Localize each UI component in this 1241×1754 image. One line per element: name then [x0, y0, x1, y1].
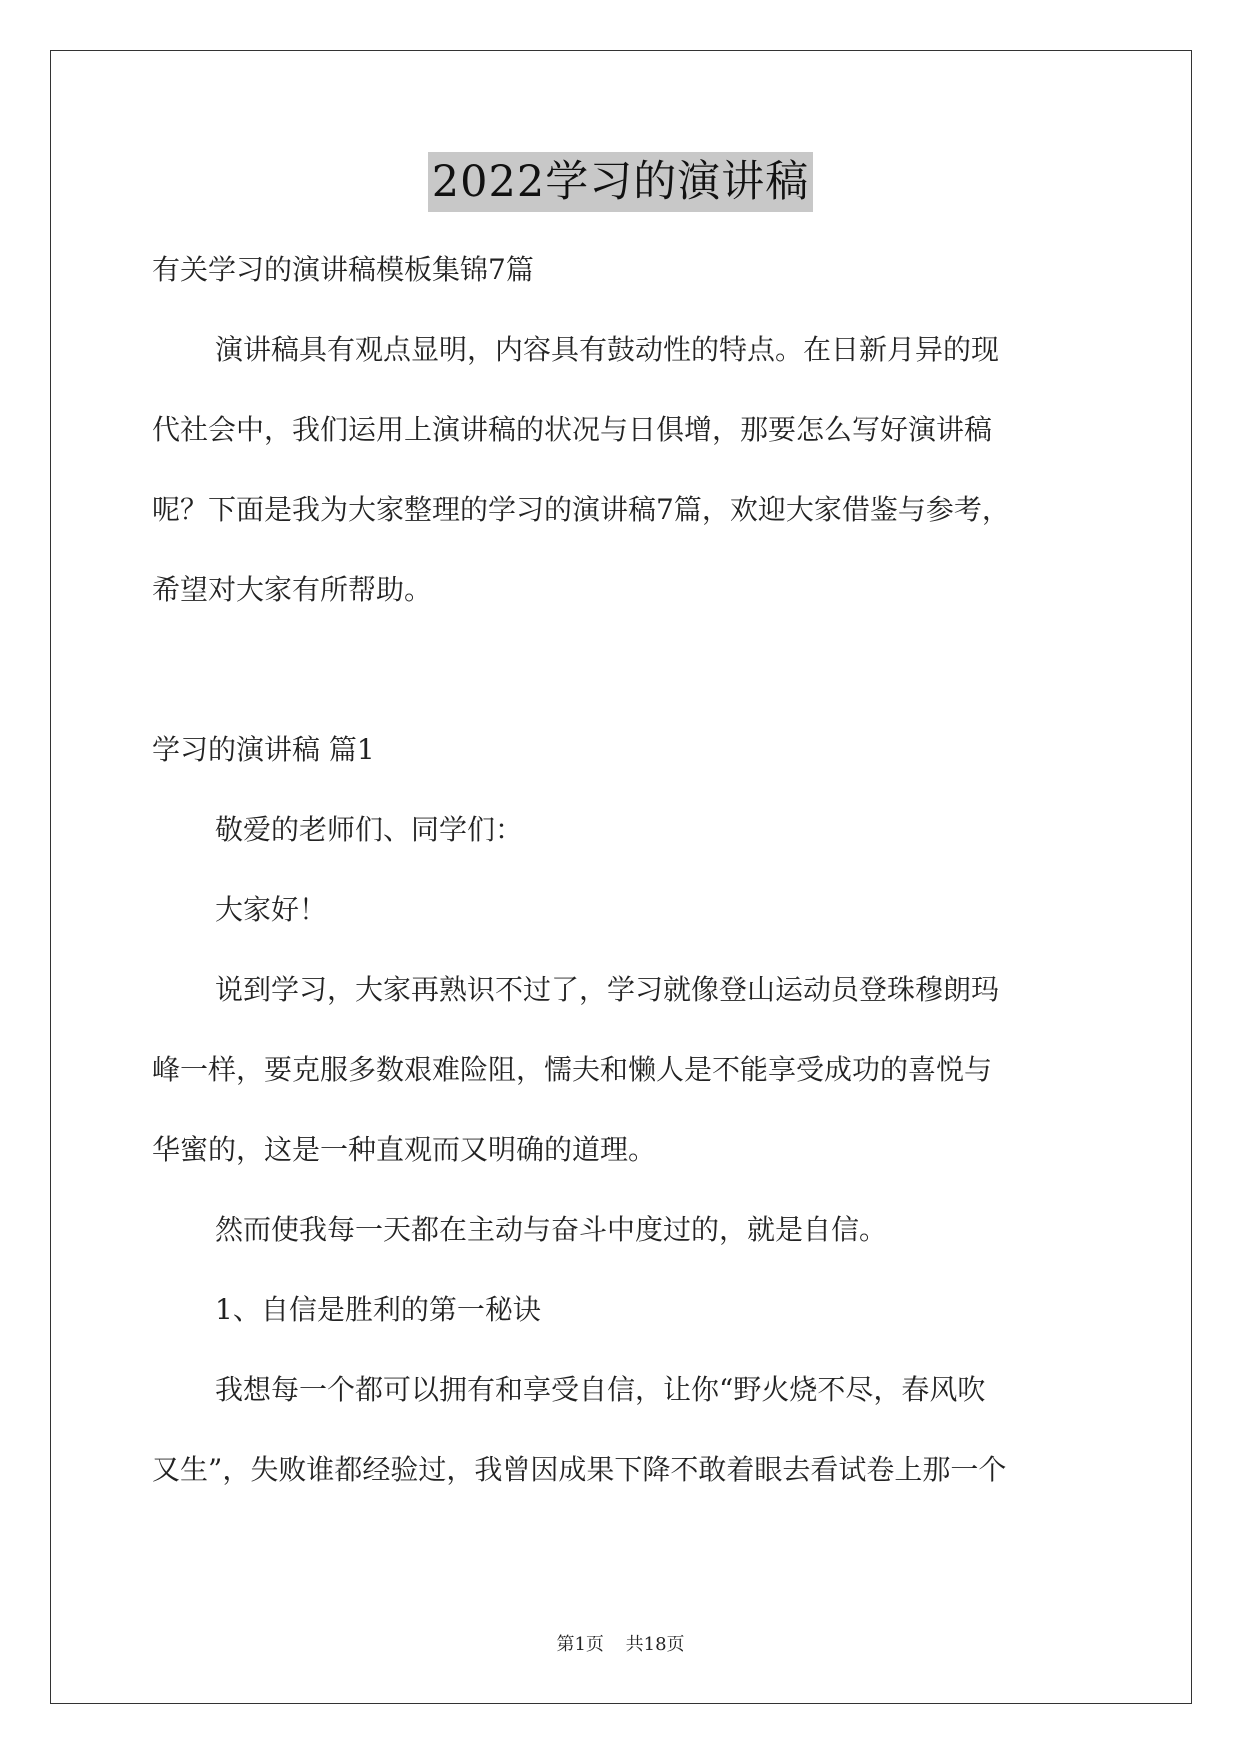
hello: 大家好！	[215, 893, 328, 926]
paragraph-line: 说到学习，大家再熟识不过了，学习就像登山运动员登珠穆朗玛	[215, 973, 1000, 1006]
paragraph-line: 峰一样，要克服多数艰难险阻，懦夫和懒人是不能享受成功的喜悦与	[152, 1053, 993, 1086]
paragraph-line: 然而使我每一天都在主动与奋斗中度过的，就是自信。	[215, 1213, 888, 1246]
page-current: 第1页	[556, 1634, 604, 1655]
intro-line: 代社会中，我们运用上演讲稿的状况与日俱增，那要怎么写好演讲稿	[152, 413, 993, 446]
page-total: 共18页	[625, 1634, 685, 1655]
page-footer	[0, 1630, 1241, 1656]
greeting: 敬爱的老师们、同学们：	[215, 813, 524, 846]
document-title: 2022学习的演讲稿	[428, 152, 813, 212]
section-heading: 学习的演讲稿 篇1	[152, 733, 375, 766]
point-heading: 1、自信是胜利的第一秘诀	[215, 1293, 541, 1326]
intro-line: 呢？下面是我为大家整理的学习的演讲稿7篇，欢迎大家借鉴与参考，	[152, 493, 1010, 526]
intro-line: 希望对大家有所帮助。	[152, 573, 433, 606]
title-container	[0, 152, 1241, 212]
document-subtitle: 有关学习的演讲稿模板集锦7篇	[152, 253, 534, 286]
paragraph-line: 又生”，失败谁都经验过，我曾因成果下降不敢着眼去看试卷上那一个	[152, 1453, 1007, 1486]
paragraph-line: 我想每一个都可以拥有和享受自信，让你“野火烧不尽，春风吹	[215, 1373, 986, 1406]
intro-line: 演讲稿具有观点显明，内容具有鼓动性的特点。在日新月异的现	[215, 333, 1000, 366]
spacer	[152, 630, 1092, 710]
paragraph-line: 华蜜的，这是一种直观而又明确的道理。	[152, 1133, 657, 1166]
document-body	[152, 230, 1092, 1510]
